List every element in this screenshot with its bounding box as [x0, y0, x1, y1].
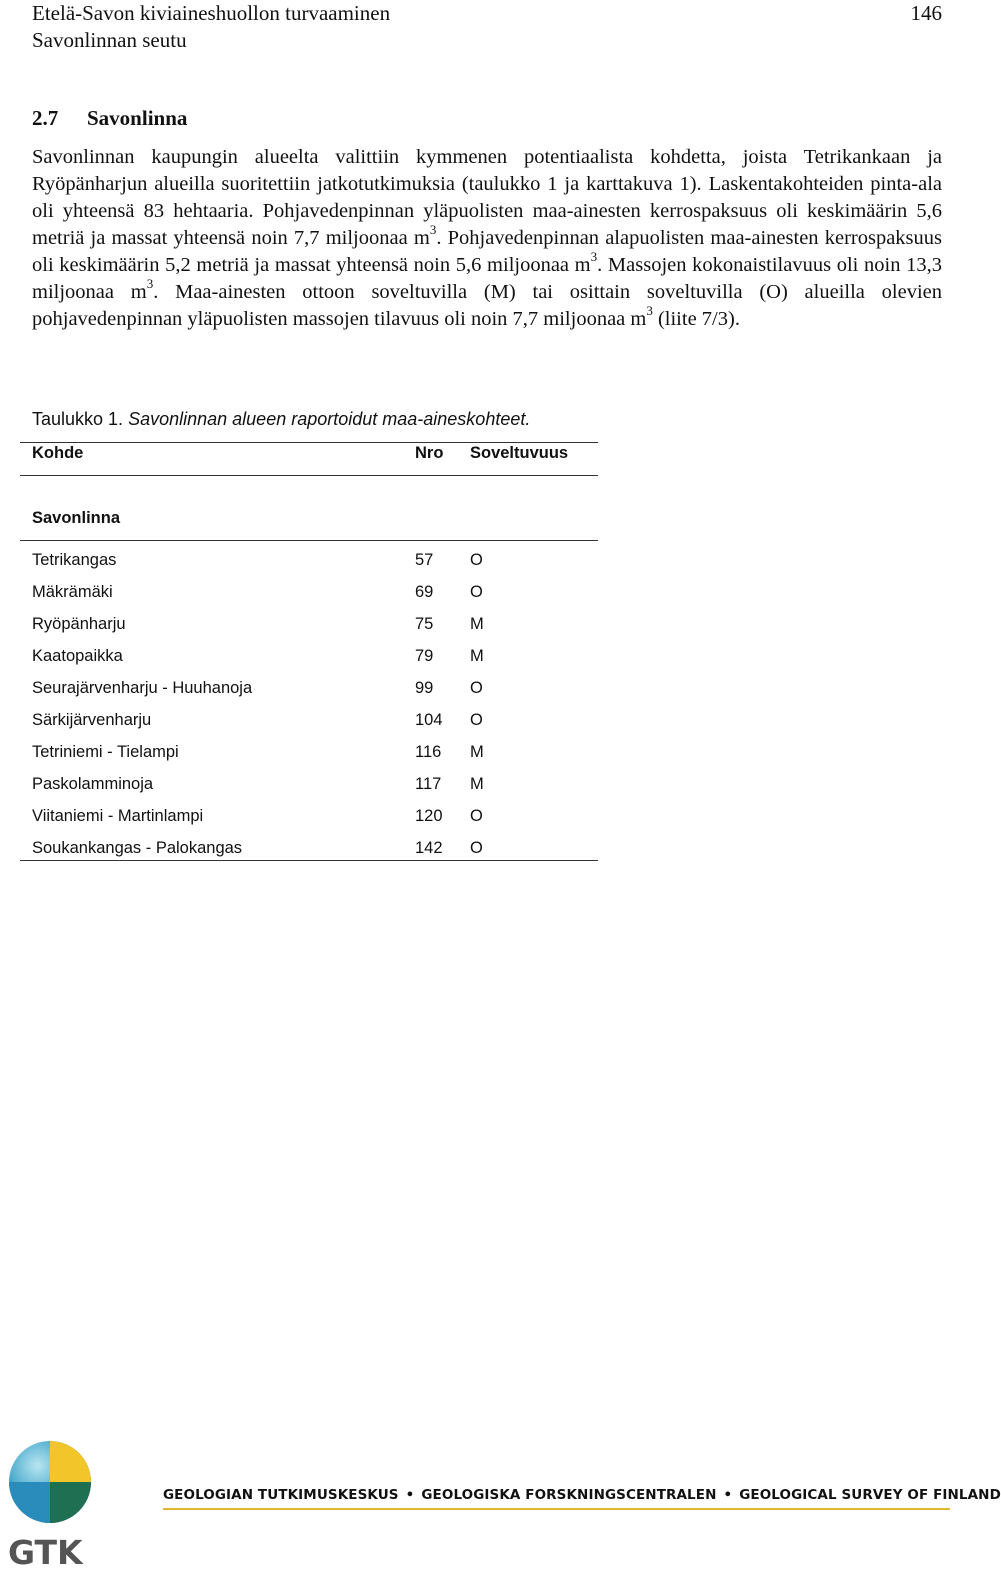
cell-nro: 69 [415, 583, 434, 601]
cell-kohde: Tetriniemi - Tielampi [32, 743, 179, 761]
superscript: 3 [646, 303, 653, 319]
body-text-part: . Maa-ainesten ottoon soveltuvilla (M) tai osittain soveltuvilla (O) alueilla olevien pohjavedenpinnan yläpuolisten massojen tilavuus oli noin 7,7 miljoonaa m [32, 281, 942, 330]
cell-kohde: Paskolamminoja [32, 775, 154, 793]
cell-soveltuvuus: O [470, 583, 483, 601]
body-text-part: (liite 7/3). [652, 308, 740, 330]
cell-soveltuvuus: M [470, 615, 484, 633]
cell-soveltuvuus: M [470, 743, 484, 761]
document-title: Etelä-Savon kiviaineshuollon turvaaminen [32, 1, 391, 25]
superscript: 3 [146, 276, 154, 292]
table-caption [32, 407, 530, 431]
body-text-part: Savonlinnan kaupungin alueelta valittiin kymmenen potentiaalista kohdetta, joista Tetrikankaan ja Ryöpänharjun alueilla suoritettiin jatkotutkimuksia (taulukko 1 ja karttakuva 1). Laskentakohteiden pinta-ala oli yhteensä 83 hehtaaria. Pohjavedenpinnan yläpuolisten maa-ainesten kerrospaksuus oli keskimäärin 5,6 metriä ja massat yhteensä noin 7,7 miljoonaa m [32, 146, 942, 249]
cell-kohde: Ryöpänharju [32, 615, 126, 633]
superscript: 3 [590, 249, 598, 265]
cell-kohde: Mäkrämäki [32, 583, 113, 601]
table-rule-header [20, 475, 598, 476]
table-rule-bottom [20, 860, 598, 861]
page-number: 146 [910, 1, 942, 25]
cell-soveltuvuus: O [470, 711, 483, 729]
header-soveltuvuus: Soveltuvuus [470, 444, 569, 462]
separator: • [405, 1487, 415, 1503]
logo-text: GTK [8, 1533, 83, 1572]
cell-nro: 99 [415, 679, 434, 697]
cell-nro: 120 [415, 807, 443, 825]
cell-kohde: Kaatopaikka [32, 647, 123, 665]
table-rule-group [20, 540, 598, 541]
gtk-logo-icon [6, 1440, 98, 1572]
body-text-part: . Pohjavedenpinnan alapuolisten maa-ainesten kerrospaksuus oli keskimäärin 5,2 metriä ja massat yhteensä noin 5,6 miljoonaa m [32, 227, 942, 276]
cell-nro: 57 [415, 551, 434, 569]
cell-soveltuvuus: O [470, 839, 483, 857]
org-finnish: GEOLOGIAN TUTKIMUSKESKUS [163, 1487, 399, 1503]
header-kohde: Kohde [32, 444, 84, 462]
cell-nro: 75 [415, 615, 434, 633]
cell-nro: 117 [415, 775, 442, 793]
caption-label: Taulukko 1. [32, 409, 124, 429]
table-rule-top [20, 442, 598, 443]
cell-kohde: Soukankangas - Palokangas [32, 839, 243, 857]
cell-soveltuvuus: O [470, 807, 483, 825]
footer-rule [163, 1508, 950, 1510]
cell-soveltuvuus: M [470, 647, 484, 665]
header-nro: Nro [415, 444, 444, 462]
section-title: Savonlinna [87, 106, 188, 130]
cell-kohde: Särkijärvenharju [32, 711, 152, 729]
cell-kohde: Tetrikangas [32, 551, 117, 569]
cell-kohde: Viitaniemi - Martinlampi [32, 807, 204, 825]
section-heading [32, 104, 187, 132]
cell-kohde: Seurajärvenharju - Huuhanoja [32, 679, 253, 697]
cell-nro: 116 [415, 743, 442, 761]
footer-organization [163, 1487, 1001, 1503]
separator: • [723, 1487, 733, 1503]
org-english: GEOLOGICAL SURVEY OF FINLAND [739, 1487, 1001, 1503]
running-header [32, 0, 390, 54]
cell-nro: 79 [415, 647, 434, 665]
org-swedish: GEOLOGISKA FORSKNINGSCENTRALEN [421, 1487, 717, 1503]
cell-soveltuvuus: O [470, 679, 483, 697]
superscript: 3 [429, 222, 437, 238]
document-subtitle: Savonlinnan seutu [32, 28, 187, 52]
cell-soveltuvuus: O [470, 551, 483, 569]
cell-nro: 142 [415, 839, 443, 857]
caption-title: Savonlinnan alueen raportoidut maa-aineskohteet. [128, 409, 531, 429]
cell-soveltuvuus: M [470, 775, 484, 793]
group-label: Savonlinna [32, 509, 121, 527]
body-text-part: . Massojen kokonaistilavuus oli noin 13,3 miljoonaa m [32, 254, 942, 303]
section-number: 2.7 [32, 106, 59, 130]
cell-nro: 104 [415, 711, 443, 729]
body-paragraph [32, 144, 942, 333]
